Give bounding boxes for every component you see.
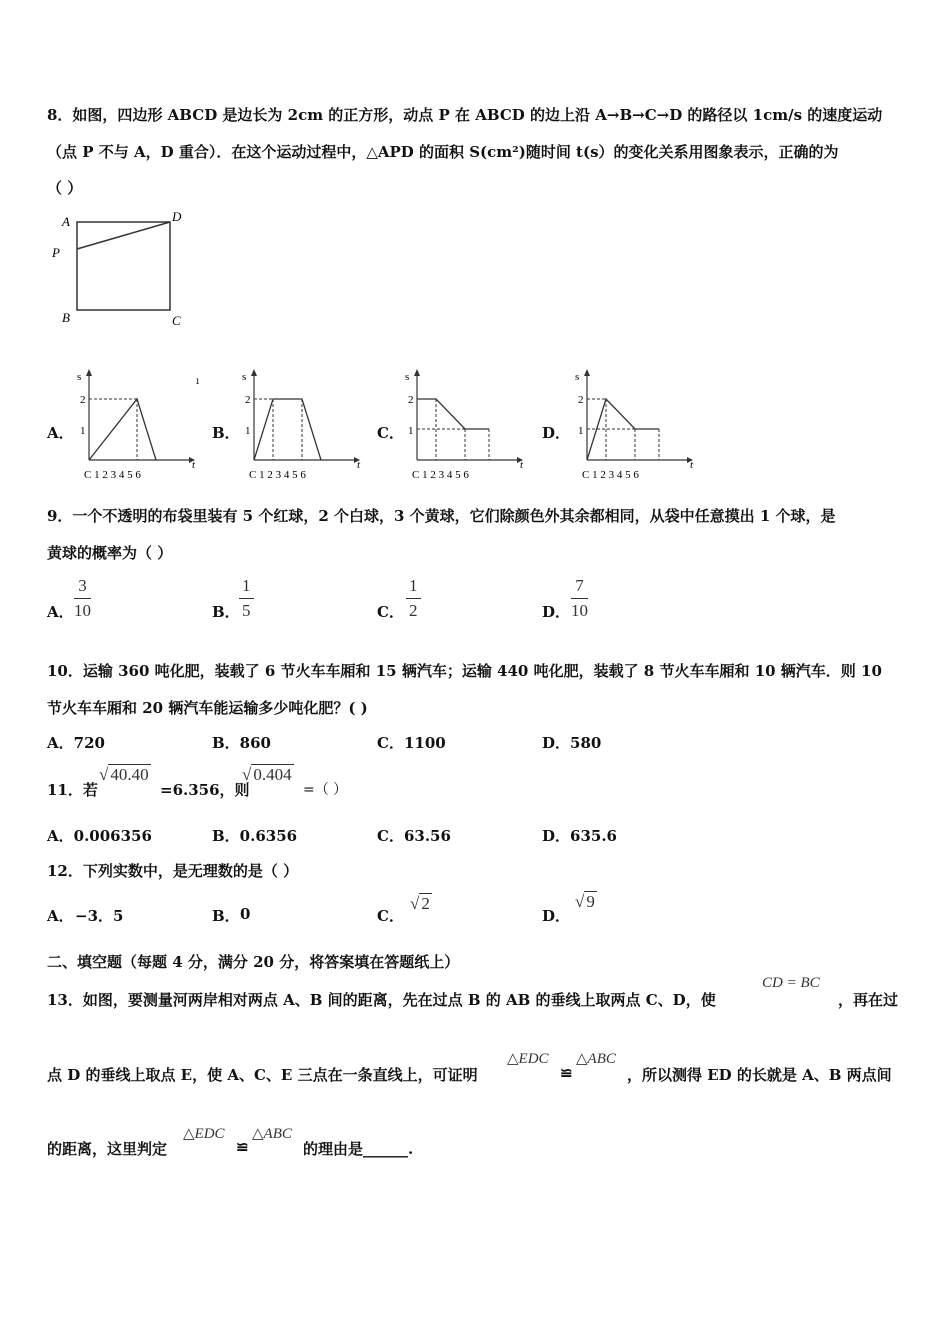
x-ticks: C 1 2 3 4 5 6 bbox=[84, 469, 141, 481]
q11-prefix: 11．若 bbox=[47, 781, 98, 799]
q12-option-a-value: −3．5 bbox=[75, 907, 124, 925]
graph-b bbox=[239, 368, 364, 483]
q12-line1: 12．下列实数中，是无理数的是（ ） bbox=[47, 862, 299, 880]
q9-line2: 黄球的概率为（ ） bbox=[47, 544, 173, 562]
axis-t: t bbox=[192, 459, 196, 471]
label-a: A bbox=[62, 214, 70, 229]
tick-2: 2 bbox=[80, 394, 86, 406]
q11-option-d: D．635.6 bbox=[542, 827, 617, 845]
segment-pd bbox=[77, 222, 170, 249]
q12-option-d-label: D． bbox=[542, 907, 571, 925]
q10-line1: 10．运输 360 吨化肥，装载了 6 节火车车厢和 15 辆汽车；运输 440 吨化肥，装载了 8 节火车车厢和 10 辆汽车．则 10 bbox=[47, 662, 882, 680]
tick-1: 1 bbox=[80, 425, 86, 437]
q8-line3: （ ） bbox=[47, 179, 83, 197]
q9-option-b-label: B． bbox=[212, 603, 240, 621]
q12-option-a-label: A． bbox=[47, 907, 74, 925]
q13-tri-abc-1: △ABC bbox=[576, 1051, 616, 1067]
svg-text:1: 1 bbox=[578, 425, 584, 437]
graph-c bbox=[402, 368, 527, 483]
svg-text:C 1 2 3 4 5 6: C 1 2 3 4 5 6 bbox=[582, 469, 639, 481]
square-abcd-figure bbox=[48, 205, 198, 335]
q11-mid: =6.356，则 bbox=[160, 781, 250, 799]
q8-option-b-label: B． bbox=[212, 424, 240, 442]
q13-line2-end: ，所以测得 ED 的长就是 A、B 两点间 bbox=[627, 1066, 892, 1084]
svg-text:1: 1 bbox=[408, 425, 414, 437]
label-d: D bbox=[172, 209, 182, 224]
q11-suffix: =（ ） bbox=[303, 782, 348, 798]
q13-line1: 13．如图，要测量河两岸相对两点 A、B 间的距离，先在过点 B 的 AB 的垂线上取两点 C、D，使 bbox=[47, 991, 716, 1009]
q9-option-c-label: C． bbox=[377, 603, 404, 621]
q10-option-c: C．1100 bbox=[377, 734, 446, 752]
q8-option-c-label: C． bbox=[377, 424, 404, 442]
q9-option-c-fraction: $\frac{1}{2}$ bbox=[406, 576, 421, 621]
svg-text:s: s bbox=[242, 371, 247, 383]
label-c: C bbox=[172, 313, 181, 328]
svg-text:2: 2 bbox=[245, 394, 251, 406]
axis-s: s bbox=[77, 371, 82, 383]
q9-option-a-fraction: $\frac{3}{10}$ bbox=[74, 576, 91, 620]
q9-option-a-label: A． bbox=[47, 603, 74, 621]
q9-option-d-fraction: $\frac{7}{10}$ bbox=[571, 576, 588, 620]
q11-option-b: B．0.6356 bbox=[212, 827, 298, 845]
q10-option-b: B．860 bbox=[212, 734, 271, 752]
graph-d bbox=[572, 368, 697, 483]
q10-line2: 节火车车厢和 20 辆汽车能运输多少吨化肥？( ) bbox=[47, 699, 368, 717]
q12-option-c-sqrt: √ 2 bbox=[410, 894, 430, 913]
svg-text:2: 2 bbox=[578, 394, 584, 406]
q13-congruent-2: ≌ bbox=[236, 1138, 249, 1156]
q11-sqrt-2: √ 0.404 bbox=[242, 765, 292, 784]
label-b: B bbox=[62, 310, 70, 325]
q13-cd-eq-bc: CD = BC bbox=[762, 975, 820, 991]
svg-text:s: s bbox=[575, 371, 580, 383]
q13-congruent-1: ≌ bbox=[560, 1064, 573, 1082]
q8-line2: （点 P 不与 A，D 重合）．在这个运动过程中，△APD 的面积 S(cm²)随时间 t(s）的变化关系用图象表示，正确的为 bbox=[47, 143, 839, 161]
q13-tri-edc-2: △EDC bbox=[183, 1126, 225, 1142]
graph-a bbox=[74, 368, 199, 483]
svg-text:t: t bbox=[357, 459, 361, 471]
q12-option-b-value: 0 bbox=[240, 905, 251, 923]
q13-tri-abc-2: △ABC bbox=[252, 1126, 292, 1142]
q11-option-c: C．63.56 bbox=[377, 827, 451, 845]
q11-option-a: A．0.006356 bbox=[47, 827, 152, 845]
q13-tri-edc-1: △EDC bbox=[507, 1051, 549, 1067]
q8-option-d-label: D． bbox=[542, 424, 571, 442]
q13-line2: 点 D 的垂线上取点 E，使 A、C、E 三点在一条直线上，可证明 bbox=[47, 1066, 478, 1084]
q13-line1-end: ，再在过 bbox=[838, 991, 899, 1009]
q8-option-a-label: A． bbox=[47, 424, 74, 442]
svg-text:t: t bbox=[520, 459, 524, 471]
q11-sqrt-1: √ 40.40 bbox=[99, 765, 149, 784]
q12-option-d-sqrt: √ 9 bbox=[575, 892, 595, 911]
svg-text:s: s bbox=[405, 371, 410, 383]
svg-text:t: t bbox=[690, 459, 694, 471]
q12-option-c-label: C． bbox=[377, 907, 404, 925]
svg-text:C 1 2 3 4 5 6: C 1 2 3 4 5 6 bbox=[412, 469, 469, 481]
q9-line1: 9．一个不透明的布袋里装有 5 个红球，2 个白球，3 个黄球，它们除颜色外其余都相同，从袋中任意摸出 1 个球，是 bbox=[47, 507, 836, 525]
label-p: P bbox=[52, 245, 60, 260]
q13-line3: 的距离，这里判定 bbox=[47, 1140, 168, 1158]
svg-text:C 1 2 3 4 5 6: C 1 2 3 4 5 6 bbox=[249, 469, 306, 481]
q9-option-d-label: D． bbox=[542, 603, 571, 621]
section-2-title: 二、填空题（每题 4 分，满分 20 分，将答案填在答题纸上） bbox=[47, 953, 460, 971]
q9-option-b-fraction: $\frac{1}{5}$ bbox=[239, 576, 254, 621]
q8-line1: 8．如图，四边形 ABCD 是边长为 2cm 的正方形，动点 P 在 ABCD 的边上沿 A→B→C→D 的路径以 1cm/s 的速度运动 bbox=[47, 106, 883, 124]
q10-option-a: A．720 bbox=[47, 734, 105, 752]
svg-text:1: 1 bbox=[245, 425, 251, 437]
svg-text:2: 2 bbox=[408, 394, 414, 406]
q12-option-b-label: B． bbox=[212, 907, 240, 925]
q13-line3-end: 的理由是______. bbox=[303, 1140, 414, 1158]
q10-option-d: D．580 bbox=[542, 734, 602, 752]
